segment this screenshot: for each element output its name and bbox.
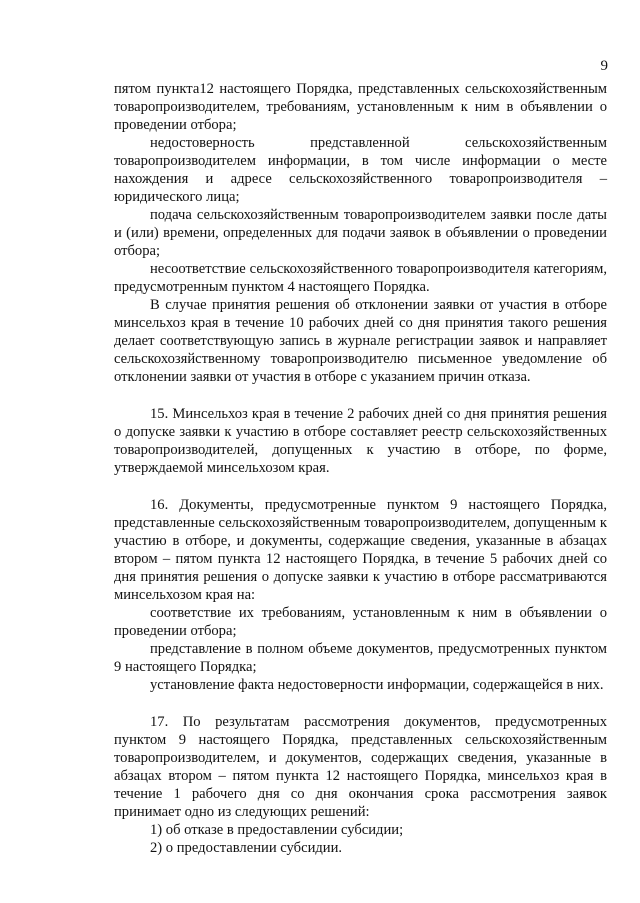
paragraph: недостоверность представленной сельскохозяйственным товаропроизводителем информации, в том числе информации о месте нахождения и адресе сельскохозяйственного товаропроизводителя – юридического лица; — [114, 135, 607, 205]
list-item: 1) об отказе в предоставлении субсидии; — [150, 822, 404, 838]
paragraph: представление в полном объеме документов, предусмотренных пунктом 9 настоящего Порядка; — [114, 641, 607, 675]
section-16 — [114, 496, 607, 694]
section-spacer — [114, 477, 607, 496]
page-number: 9 — [600, 58, 608, 74]
section-14-continuation — [114, 80, 607, 386]
section-17 — [114, 713, 607, 857]
paragraph: 16. Документы, предусмотренные пунктом 9 настоящего Порядка, представленные сельскохозяйственным товаропроизводителем, допущенным к участию в отборе, и документы, содержащие сведения, указанные в абзацах втором – пятом пункта 12 настоящего Порядка, в течение 5 рабочих дней со дня принятия решения о допуске заявки к участию в отборе рассматриваются минсельхозом края на: — [114, 497, 607, 603]
paragraph: несоответствие сельскохозяйственного товаропроизводителя категориям, предусмотренным пунктом 4 настоящего Порядка. — [114, 261, 607, 295]
paragraph: пятом пункта12 настоящего Порядка, представленных сельскохозяйственным товаропроизводителем, требованиям, установленным к ним в объявлении о проведении отбора; — [114, 81, 607, 133]
section-15 — [114, 405, 607, 477]
document-body — [114, 80, 607, 857]
section-spacer — [114, 386, 607, 405]
paragraph: 15. Минсельхоз края в течение 2 рабочих дней со дня принятия решения о допуске заявки к участию в отборе составляет реестр сельскохозяйственных товаропроизводителей, допущенных к участию в отборе, по форме, утверждаемой минсельхозом края. — [114, 406, 607, 476]
paragraph: соответствие их требованиям, установленным к ним в объявлении о проведении отбора; — [114, 605, 607, 639]
paragraph: В случае принятия решения об отклонении заявки от участия в отборе минсельхоз края в течение 10 рабочих дней со дня принятия такого решения делает соответствующую запись в журнале регистрации заявок и направляет сельскохозяйственному товаропроизводителю письменное уведомление об отклонении заявки от участия в отборе с указанием причин отказа. — [114, 297, 607, 385]
paragraph: установление факта недостоверности информации, содержащейся в них. — [150, 677, 604, 693]
paragraph: 17. По результатам рассмотрения документов, предусмотренных пунктом 9 настоящего Порядка, представленных сельскохозяйственным товаропроизводителем, и документов, содержащих сведения, указанные в абзацах втором – пятом пункта 12 настоящего Порядка, минсельхоз края в течение 1 рабочего дня со дня окончания срока рассмотрения заявок принимает одно из следующих решений: — [114, 714, 607, 820]
paragraph: подача сельскохозяйственным товаропроизводителем заявки после даты и (или) времени, определенных для подачи заявок в объявлении о проведении отбора; — [114, 207, 607, 259]
section-spacer — [114, 694, 607, 713]
list-item: 2) о предоставлении субсидии. — [150, 840, 343, 856]
